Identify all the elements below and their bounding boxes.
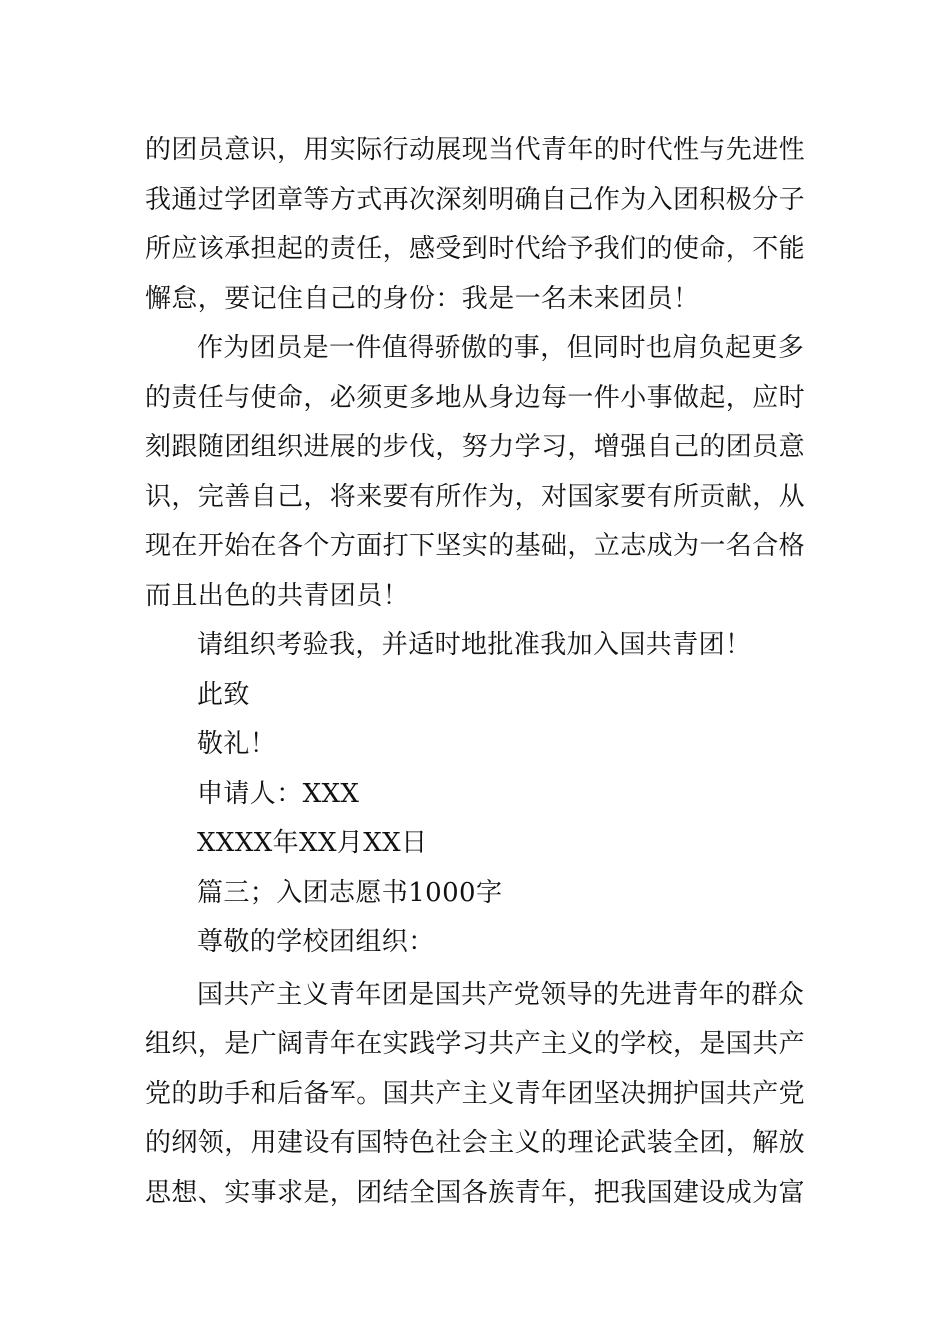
request-line: 请组织考验我，并适时地批准我加入国共青团！ (197, 630, 752, 660)
paragraph-line: 而且出色的共青团员！ (145, 580, 410, 611)
salutation: 尊敬的学校团组织： (197, 927, 435, 957)
paragraph-line: 组织，是广阔青年在实践学习共产主义的学校，是国共产 (145, 1029, 806, 1059)
paragraph-line: 作为团员是一件值得骄傲的事，但同时也肩负起更多 (197, 333, 805, 363)
applicant-line: 申请人：XXX (197, 778, 360, 809)
date-line: XXXX年XX月XX日 (197, 828, 428, 858)
paragraph-line: 我通过学团章等方式再次深刻明确自己作为入团积极分子 (145, 184, 806, 215)
closing-line: 此致 (197, 679, 250, 710)
paragraph-line: 的纲领，用建设有国特色社会主义的理论武装全团，解放 (145, 1128, 806, 1158)
paragraph-line: 现在开始在各个方面打下坚实的基础，立志成为一名合格 (145, 531, 806, 561)
closing-line: 敬礼！ (197, 729, 277, 759)
paragraph-line: 思想、实事求是，团结全国各族青年，把我国建设成为富 (145, 1177, 806, 1208)
paragraph-line: 刻跟随团组织进展的步伐，努力学习，增强自己的团员意 (145, 432, 806, 462)
paragraph-line: 的团员意识，用实际行动展现当代青年的时代性与先进性 (145, 135, 806, 165)
paragraph-line: 党的助手和后备军。国共产主义青年团坚决拥护国共产党 (145, 1078, 806, 1109)
document-page (145, 126, 809, 1218)
section-title: 篇三；入团志愿书1000字 (197, 877, 503, 908)
paragraph-line: 国共产主义青年团是国共产党领导的先进青年的群众 (197, 979, 805, 1010)
paragraph-line: 识，完善自己，将来要有所作为，对国家要有所贡献，从 (145, 481, 806, 512)
paragraph-line: 的责任与使命，必须更多地从身边每一件小事做起，应时 (145, 382, 806, 413)
paragraph-line: 所应该承担起的责任，感受到时代给予我们的使命，不能 (145, 234, 806, 264)
paragraph-line: 懈怠，要记住自己的身份：我是一名未来团员！ (145, 283, 700, 314)
